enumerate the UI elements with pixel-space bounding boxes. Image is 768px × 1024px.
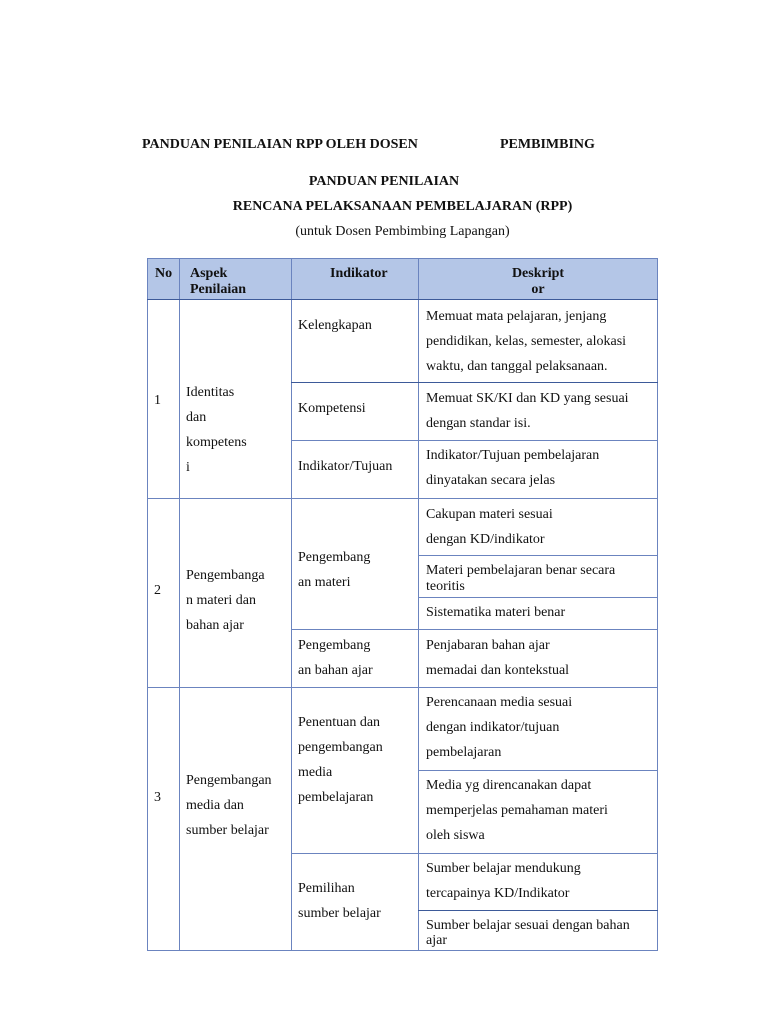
row-3-aspek-line: media dan — [186, 798, 244, 813]
row-1-deskriptor-2 — [426, 386, 629, 436]
indikator-line: pembelajaran — [298, 790, 374, 805]
row-1-aspek-line: Identitas — [186, 385, 235, 400]
row-3-aspek-line: sumber belajar — [186, 823, 269, 838]
table-heading-line-1: PANDUAN PENILAIAN — [308, 174, 460, 189]
deskriptor-line: Media yg direncanakan dapat — [426, 778, 592, 793]
row-1-indikator-3: Indikator/Tujuan — [298, 459, 393, 474]
column-header-aspek-line-2: Penilaian — [190, 282, 247, 297]
deskriptor-line: waktu, dan tanggal pelaksanaan. — [426, 359, 608, 374]
row-3-aspek-line: Pengembangan — [186, 773, 272, 788]
row-1-deskriptor-3 — [426, 443, 599, 493]
column-header-deskriptor-line-1: Deskript — [511, 266, 565, 281]
row-1-aspek — [186, 380, 247, 480]
indikator-line: sumber belajar — [298, 906, 381, 921]
deskriptor-line: teoritis — [426, 579, 465, 594]
row-2-deskriptor-3: Sistematika materi benar — [426, 605, 566, 620]
indikator-line: Pengembang — [298, 550, 371, 565]
column-header-aspek — [190, 266, 246, 298]
row-3-deskriptor-1 — [426, 690, 572, 765]
deskriptor-line: Memuat SK/KI dan KD yang sesuai — [426, 391, 629, 406]
row-3-indikator-2 — [298, 876, 381, 926]
row-2-indikator-2 — [298, 633, 373, 683]
row-1-indikator-1: Kelengkapan — [298, 318, 372, 333]
indikator-line: an materi — [298, 575, 351, 590]
column-header-aspek-line-1: Aspek — [190, 266, 228, 281]
deskriptor-line: Materi pembelajaran benar secara — [426, 563, 616, 578]
row-2-aspek-line: Pengembanga — [186, 568, 265, 583]
deskriptor-line: dinyatakan secara jelas — [426, 473, 556, 488]
row-1-indikator-2: Kompetensi — [298, 401, 366, 416]
deskriptor-line: Memuat mata pelajaran, jenjang — [426, 309, 607, 324]
deskriptor-line: pendidikan, kelas, semester, alokasi — [426, 334, 627, 349]
deskriptor-line: Cakupan materi sesuai — [426, 507, 553, 522]
column-header-deskriptor — [418, 266, 658, 298]
row-3-aspek — [186, 768, 272, 843]
deskriptor-line: dengan indikator/tujuan — [426, 720, 560, 735]
indikator-line: Pemilihan — [298, 881, 355, 896]
deskriptor-line: pembelajaran — [426, 745, 502, 760]
row-2-deskriptor-1 — [426, 502, 553, 552]
row-2-deskriptor-2 — [426, 563, 615, 595]
row-3-deskriptor-3 — [426, 856, 581, 906]
indikator-line: Penentuan dan — [298, 715, 381, 730]
column-header-deskriptor-line-2: or — [531, 282, 545, 297]
row-1-aspek-line: i — [186, 460, 190, 475]
column-header-no: No — [155, 266, 173, 281]
row-1-aspek-line: dan — [186, 410, 207, 425]
table-heading-line-2: RENCANA PELAKSANAAN PEMBELAJARAN (RPP) — [232, 199, 573, 214]
row-1-no: 1 — [154, 393, 161, 408]
deskriptor-line: dengan standar isi. — [426, 416, 531, 431]
indikator-line: media — [298, 765, 333, 780]
row-2-no: 2 — [154, 583, 161, 598]
row-2-indikator-1 — [298, 545, 370, 595]
table-subheading: (untuk Dosen Pembimbing Lapangan) — [295, 224, 510, 239]
row-3-indikator-1 — [298, 710, 383, 810]
deskriptor-line: Sumber belajar sesuai dengan bahan — [426, 918, 630, 933]
deskriptor-line: memadai dan kontekstual — [426, 663, 570, 678]
row-1-deskriptor-1 — [426, 304, 626, 379]
document-title: PANDUAN PENILAIAN RPP OLEH DOSEN — [142, 137, 418, 152]
deskriptor-line: ajar — [426, 933, 447, 948]
indikator-line: Pengembang — [298, 638, 371, 653]
deskriptor-line: Sumber belajar mendukung — [426, 861, 581, 876]
column-header-indikator: Indikator — [330, 266, 388, 281]
row-3-no: 3 — [154, 790, 161, 805]
deskriptor-line: oleh siswa — [426, 828, 485, 843]
row-1-aspek-line: kompetens — [186, 435, 247, 450]
deskriptor-line: Indikator/Tujuan pembelajaran — [426, 448, 600, 463]
row-3-deskriptor-4 — [426, 918, 630, 948]
row-3-deskriptor-2 — [426, 773, 608, 848]
row-2-aspek-line: bahan ajar — [186, 618, 244, 633]
deskriptor-line: Penjabaran bahan ajar — [426, 638, 550, 653]
indikator-line: an bahan ajar — [298, 663, 373, 678]
deskriptor-line: Perencanaan media sesuai — [426, 695, 573, 710]
row-2-aspek-line: n materi dan — [186, 593, 256, 608]
row-2-aspek — [186, 563, 265, 638]
deskriptor-line: dengan KD/indikator — [426, 532, 545, 547]
row-2-deskriptor-4 — [426, 633, 569, 683]
indikator-line: pengembangan — [298, 740, 383, 755]
deskriptor-line: memperjelas pemahaman materi — [426, 803, 608, 818]
deskriptor-line: tercapainya KD/Indikator — [426, 886, 570, 901]
document-title-suffix: PEMBIMBING — [500, 137, 595, 152]
